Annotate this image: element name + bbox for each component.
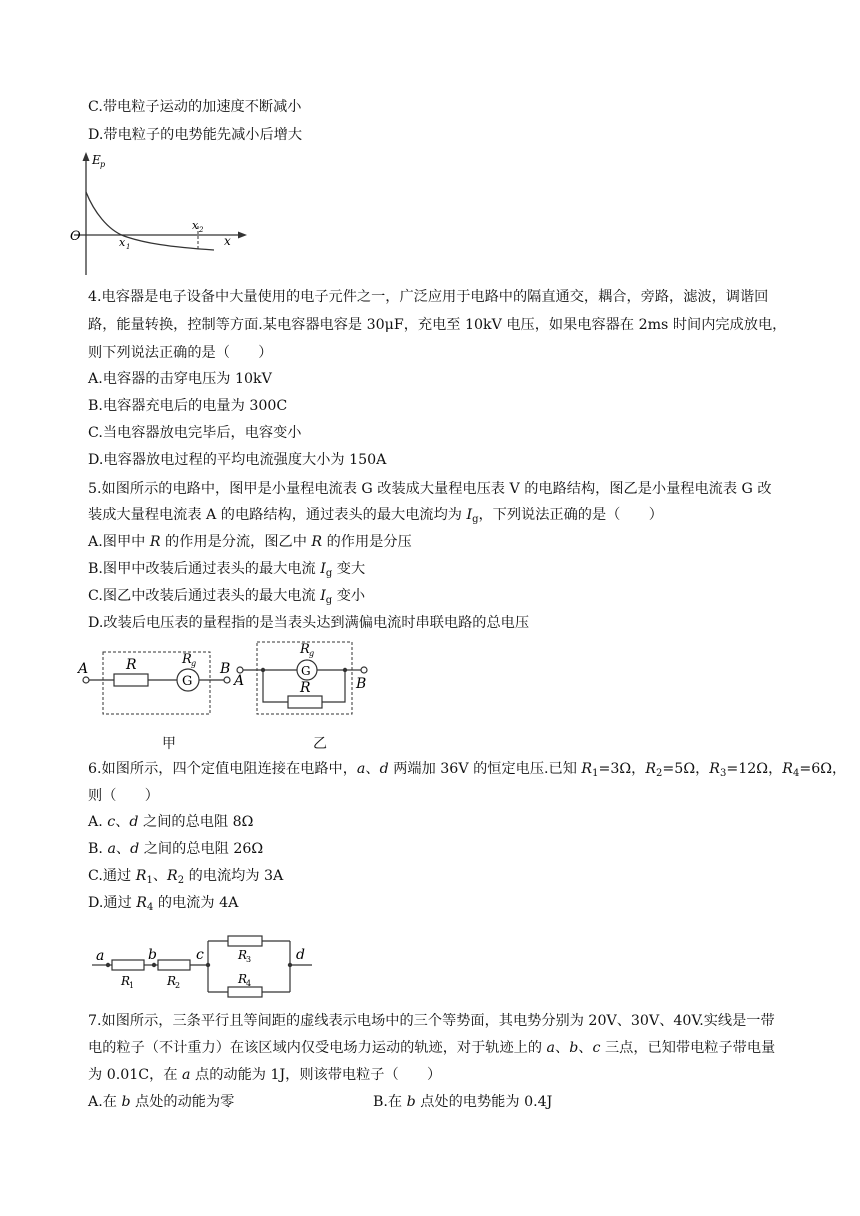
label-g: G	[301, 664, 311, 678]
label-r: R	[126, 657, 137, 673]
y-label-sub: p	[100, 160, 106, 169]
label-r1-sub: 1	[129, 981, 135, 990]
label-r3: R	[238, 948, 248, 962]
q6-stem-line-2: 则（ ）	[88, 788, 159, 804]
q3-option-d: D.带电粒子的电势能先减小后增大	[88, 127, 303, 143]
x1-label: x	[119, 236, 126, 249]
q7-option-b: B.在 b 点处的电势能为 0.4J	[373, 1094, 553, 1110]
label-b: B	[356, 676, 367, 692]
label-r2-sub: 2	[175, 981, 181, 990]
caption-jia: 甲	[162, 736, 176, 752]
terminal-b	[361, 667, 367, 673]
q6-option-d: D.通过 $R_4$ 的电流为 4A	[88, 895, 239, 913]
terminal-a	[83, 677, 89, 683]
resistor-network	[88, 928, 328, 1004]
label-r1: R	[121, 974, 131, 988]
q3-option-c: C.带电粒子运动的加速度不断减小	[88, 99, 302, 115]
q4-option-b: B.电容器充电后的电量为 300C	[88, 398, 288, 414]
x2-label: x	[192, 219, 199, 232]
resistor-r4	[228, 987, 262, 997]
q5-stem-line-2: 装成大量程电流表 A 的电路结构，通过表头的最大电流均为 $I_g$，下列说法正确的是（ ）	[88, 507, 663, 525]
label-a: A	[234, 673, 245, 689]
q5-option-d: D.改装后电压表的量程指的是当表头达到满偏电流时串联电路的总电压	[88, 615, 530, 631]
y-axis-arrow	[83, 152, 90, 161]
label-r4: R	[238, 972, 248, 986]
label-rg-sub: g	[191, 659, 197, 668]
label-a: A	[78, 661, 89, 677]
y-label: E	[92, 153, 101, 167]
label-c: c	[196, 947, 204, 963]
resistor-r-jia	[114, 674, 148, 686]
q7-stem-line-1: 7.如图所示，三条平行且等间距的虚线表示电场中的三个等势面，其电势分别为 20V、30V、40V.实线是一带	[88, 1013, 775, 1029]
circuit-yi	[230, 636, 380, 722]
q7-option-a: A.在 b 点处的动能为零	[88, 1094, 235, 1110]
q6-option-b: B. a、d 之间的总电阻 26Ω	[88, 841, 264, 857]
q4-stem-line-3: 则下列说法正确的是（ ）	[88, 345, 273, 361]
label-b: B	[220, 661, 231, 677]
potential-energy-graph	[64, 150, 254, 280]
q4-stem-line-1: 4.电容器是电子设备中大量使用的电子元件之一，广泛应用于电路中的隔直通交，耦合，旁路，滤波，调谐回	[88, 289, 769, 305]
resistor-r1	[112, 960, 144, 970]
q4-option-a: A.电容器的击穿电压为 10kV	[88, 371, 272, 387]
q7-stem-line-2: 电的粒子（不计重力）在该区域内仅受电场力运动的轨迹，对于轨迹上的 a、b、c 三点，已知带电粒子带电量	[88, 1040, 776, 1056]
label-a: a	[96, 948, 105, 964]
circuit-jia	[76, 640, 236, 722]
q5-stem-line-1: 5.如图所示的电路中，图甲是小量程电流表 G 改装成大量程电压表 V 的电路结构，图乙是小量程电流表 G 改	[88, 481, 772, 497]
caption-yi: 乙	[313, 736, 327, 752]
label-rg: R	[182, 652, 192, 667]
label-r2: R	[167, 974, 177, 988]
q4-stem-line-2: 路，能量转换，控制等方面.某电容器电容是 30μF，充电至 10kV 电压，如果电容器在 2ms 时间内完成放电，	[88, 317, 787, 333]
origin-label: O	[70, 229, 81, 244]
q4-option-d: D.电容器放电过程的平均电流强度大小为 150A	[88, 452, 387, 468]
q5-option-b: B.图甲中改装后通过表头的最大电流 $I_g$ 变大	[88, 561, 366, 579]
resistor-r2	[158, 960, 190, 970]
q6-option-a: A. c、d 之间的总电阻 8Ω	[88, 814, 254, 830]
x1-sub: 1	[126, 243, 131, 251]
q6-option-c: C.通过 $R_1$、$R_2$ 的电流均为 3A	[88, 868, 284, 886]
label-b: b	[148, 947, 157, 963]
q7-stem-line-3: 为 0.01C，在 a 点的动能为 1J，则该带电粒子（ ）	[88, 1067, 442, 1083]
label-r4-sub: 4	[246, 979, 252, 988]
x-label: x	[224, 234, 231, 248]
q5-option-c: C.图乙中改装后通过表头的最大电流 $I_g$ 变小	[88, 588, 366, 606]
label-g: G	[182, 674, 193, 689]
q6-stem-line-1: 6.如图所示，四个定值电阻连接在电路中，a、d 两端加 36V 的恒定电压.已知 $R_1=3\Omega$，$R_2=5\Omega$，$R_3=12\Omega$，$R_4=6\Omega$，	[88, 761, 847, 779]
x2-sub: 2	[199, 226, 204, 234]
label-rg-sub: g	[309, 649, 315, 658]
resistor-r-yi	[288, 696, 322, 708]
x-axis-arrow	[238, 232, 247, 239]
q4-option-c: C.当电容器放电完毕后，电容变小	[88, 425, 302, 441]
label-rg: R	[300, 642, 310, 657]
q5-option-a: A.图甲中 R 的作用是分流，图乙中 R 的作用是分压	[88, 534, 412, 550]
label-r: R	[300, 680, 311, 696]
resistor-r3	[228, 936, 262, 946]
label-r3-sub: 3	[246, 955, 252, 964]
label-d: d	[296, 947, 305, 963]
